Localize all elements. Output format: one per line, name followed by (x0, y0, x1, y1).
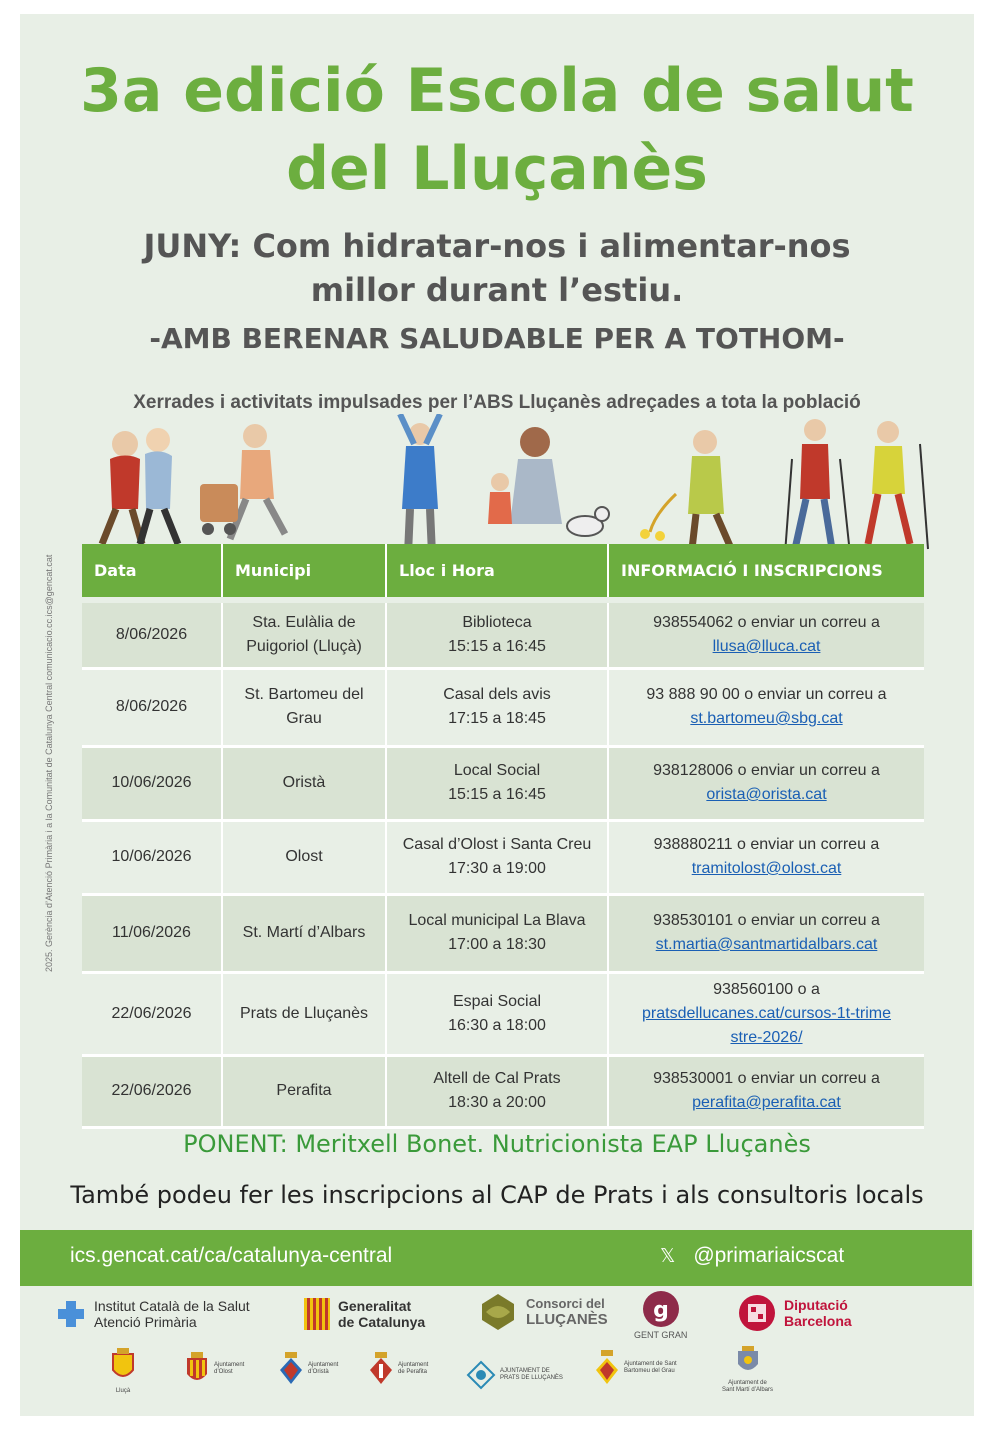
row-municipi: Sta. Eulàlia de Puigoriol (Lluçà) (222, 600, 386, 668)
header-informacio: INFORMACIÓ I INSCRIPCIONS (608, 544, 924, 600)
footer-url-link[interactable]: ics.gencat.cat/ca/catalunya-central (70, 1244, 393, 1267)
footer-bar (20, 1230, 972, 1286)
row-info: 938530001 o enviar un correu a perafita@perafita.cat (608, 1055, 924, 1127)
ajuntament-sant-bartomeu-logo: Ajuntament de Sant Bartomeu del Grau (594, 1350, 677, 1386)
table-row (82, 668, 924, 746)
row-municipi: Oristà (222, 746, 386, 820)
email-link[interactable]: llusa@lluca.cat (712, 637, 821, 655)
row-lloc-hora: Biblioteca 15:15 a 16:45 (386, 600, 608, 668)
elderly-couple-figure (102, 428, 178, 544)
consorci-llucanes-logo: Consorci del LLUÇANÈS (478, 1292, 608, 1332)
row-lloc-hora: Local Social 15:15 a 16:45 (386, 746, 608, 820)
sant-bartomeu-shield-icon (594, 1350, 620, 1386)
row-lloc-hora: Local municipal La Blava 17:00 a 18:30 (386, 894, 608, 972)
poster-title: 3a edició Escola de salut del Lluçanès (80, 56, 914, 204)
gardener-figure (640, 430, 730, 549)
consorci-icon (478, 1292, 518, 1332)
row-lloc-hora: Casal dels avis 17:15 a 18:45 (386, 668, 608, 746)
woman-with-cart-figure (200, 424, 285, 539)
diputacio-icon (738, 1294, 776, 1332)
row-info: 938560100 o a pratsdellucanes.cat/cursos-1t-trimestre-2026/ (608, 972, 924, 1055)
ics-logo: Institut Català de la Salut Atenció Primària (56, 1298, 250, 1330)
poster (20, 14, 974, 1416)
schedule-table (82, 544, 924, 1129)
row-lloc-hora: Altell de Cal Prats 18:30 a 20:00 (386, 1055, 608, 1127)
prats-emblem-icon (466, 1360, 496, 1390)
row-info: 93 888 90 00 o enviar un correu a st.bartomeu@sbg.cat (608, 668, 924, 746)
row-lloc-hora: Casal d’Olost i Santa Creu 17:30 a 19:00 (386, 820, 608, 894)
table-row (82, 972, 924, 1055)
table-header-row (82, 544, 924, 600)
ajuntament-olost-logo: Ajuntament d’Olost (184, 1352, 244, 1386)
inscriptions-note: També podeu fer les inscripcions al CAP de Prats i als consultoris locals (70, 1181, 924, 1209)
social-handle: @primariaicscat (693, 1244, 845, 1267)
ajuntament-prats-logo: AJUNTAMENT DE PRATS DE LLUÇANÈS (466, 1360, 563, 1390)
table-row (82, 820, 924, 894)
ajuntament-perafita-logo: Ajuntament de Perafita (368, 1352, 428, 1386)
diputacio-logo: Diputació Barcelona (738, 1294, 852, 1332)
perafita-shield-icon (368, 1352, 394, 1386)
row-municipi: Olost (222, 820, 386, 894)
ajuntament-orista-logo: Ajuntament d’Oristà (278, 1352, 338, 1386)
row-date: 11/06/2026 (82, 894, 222, 972)
email-link[interactable]: st.bartomeu@sbg.cat (690, 710, 843, 727)
senyera-icon (304, 1298, 330, 1330)
header-data: Data (82, 544, 222, 600)
email-link[interactable]: tramitolost@olost.cat (691, 860, 842, 877)
row-municipi: St. Martí d’Albars (222, 894, 386, 972)
table-row (82, 746, 924, 820)
header-lloc-hora: Lloc i Hora (386, 544, 608, 600)
activity-illustration (80, 414, 960, 559)
row-date: 10/06/2026 (82, 746, 222, 820)
email-link[interactable]: perafita@perafita.cat (692, 1094, 841, 1111)
side-credit: 2025. Gerència d’Atenció Primària i a la Comunitat de Catalunya Central comunicacio.cc.ics@gencat.cat (44, 554, 54, 972)
x-icon: 𝕏 (660, 1246, 676, 1267)
gent-gran-logo: g GENT GRAN (634, 1288, 687, 1340)
ics-cross-icon (56, 1299, 86, 1329)
woman-child-dog-figure (488, 427, 609, 536)
olost-shield-icon (184, 1352, 210, 1386)
row-municipi: St. Bartomeu del Grau (222, 668, 386, 746)
row-date: 22/06/2026 (82, 1055, 222, 1127)
row-date: 22/06/2026 (82, 972, 222, 1055)
nordic-walkers-figure (785, 419, 928, 554)
table-row (82, 1055, 924, 1127)
row-municipi: Prats de Lluçanès (222, 972, 386, 1055)
footer-social[interactable] (660, 1244, 844, 1268)
table-row (82, 894, 924, 972)
ponent-text: PONENT: Meritxell Bonet. Nutricionista EAP Lluçanès (183, 1130, 811, 1158)
row-date: 10/06/2026 (82, 820, 222, 894)
ajuntament-sant-marti-logo: Ajuntament de Sant Martí d’Albars (722, 1346, 773, 1394)
row-info: 938530101 o enviar un correu a st.martia@santmartidalbars.cat (608, 894, 924, 972)
row-date: 8/06/2026 (82, 668, 222, 746)
ajuntament-lluca-logo: Lluçà (108, 1348, 138, 1395)
generalitat-logo: Generalitat de Catalunya (304, 1298, 425, 1330)
sant-marti-shield-icon (735, 1346, 761, 1376)
lluca-shield-icon (108, 1348, 138, 1384)
header-municipi: Municipi (222, 544, 386, 600)
tagline: -AMB BERENAR SALUDABLE PER A TOTHOM- (149, 322, 845, 355)
gent-gran-icon (638, 1288, 684, 1330)
row-date: 8/06/2026 (82, 600, 222, 668)
row-info: 938880211 o enviar un correu a tramitolost@olost.cat (608, 820, 924, 894)
row-municipi: Perafita (222, 1055, 386, 1127)
intro-text: Xerrades i activitats impulsades per l’ABS Lluçanès adreçades a tota la població (133, 392, 861, 413)
row-lloc-hora: Espai Social 16:30 a 18:00 (386, 972, 608, 1055)
web-link[interactable]: pratsdellucanes.cat/cursos-1t-trimestre-2026/ (642, 1004, 891, 1046)
row-info: 938554062 o enviar un correu a llusa@lluca.cat (608, 600, 924, 668)
svg-text:g: g (652, 1298, 669, 1323)
email-link[interactable]: orista@orista.cat (706, 786, 827, 803)
row-info: 938128006 o enviar un correu a orista@orista.cat (608, 746, 924, 820)
stretching-figure (400, 414, 440, 554)
email-link[interactable]: st.martia@santmartidalbars.cat (655, 936, 878, 953)
orista-shield-icon (278, 1352, 304, 1386)
poster-subtitle: JUNY: Com hidratar-nos i alimentar-nos millor durant l’estiu. (143, 227, 851, 309)
table-row (82, 600, 924, 668)
